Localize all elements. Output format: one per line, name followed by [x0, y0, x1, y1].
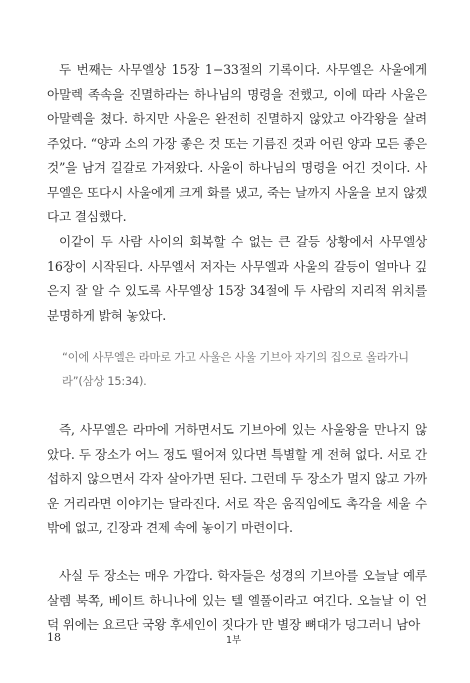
page-number: 18	[47, 631, 61, 644]
body-paragraph-1: 두 번째는 사무엘상 15장 1−33절의 기록이다. 사무엘은 사울에게 아말렉 족속을 진멸하라는 하나님의 명령을 전했고, 이에 따라 사울은 아말렉을 쳤다. 하지만 사울은 완전히 진멸하지 않았고 아각왕을 살려 주었다. “양과 소의 가장 좋은 것 또는 기름진 것과 어린 양과 모든 좋은 것”을 남겨 길갈로 가져왔다. 사울이 하나님의 명령을 어긴 것이다. 사무엘은 또다시 사울에게 크게 화를 냈고, 죽는 날까지 사울을 보지 않겠다고 결심했다.	[47, 62, 427, 224]
body-paragraph-2: 이같이 두 사람 사이의 회복할 수 없는 큰 갈등 상황에서 사무엘상 16장이 시작된다. 사무엘서 저자는 사무엘과 사울의 갈등이 얼마나 깊은지 잘 알 수 있도록 사무엘상 15장 34절에 두 사람의 지리적 위치를 분명하게 밝혀 놓았다.	[47, 234, 427, 323]
part-label: 1부	[226, 635, 242, 646]
scripture-quote: “이에 사무엘은 라마로 가고 사울은 사울 기브아 자기의 집으로 올라가니라”(삼상 15:34).	[62, 351, 409, 388]
body-paragraph-4: 사실 두 장소는 매우 가깝다. 학자들은 성경의 기브아를 오늘날 예루살렘 북쪽, 베이트 하니나에 있는 텔 엘풀이라고 여긴다. 오늘날 이 언덕 위에는 요르단 국왕 후세인이 짓다가 만 별장 뼈대가 덩그러니 남아	[47, 568, 427, 632]
body-paragraph-3: 즉, 사무엘은 라마에 거하면서도 기브아에 있는 사울왕을 만나지 않았다. 두 장소가 어느 정도 떨어져 있다면 특별할 게 전혀 없다. 서로 간섭하지 않으면서 각자 살아가면 된다. 그런데 두 장소가 멀지 않고 가까운 거리라면 이야기는 달라진다. 서로 작은 움직임에도 촉각을 세울 수밖에 없고, 긴장과 견제 속에 놓이기 마련이다.	[47, 422, 427, 535]
